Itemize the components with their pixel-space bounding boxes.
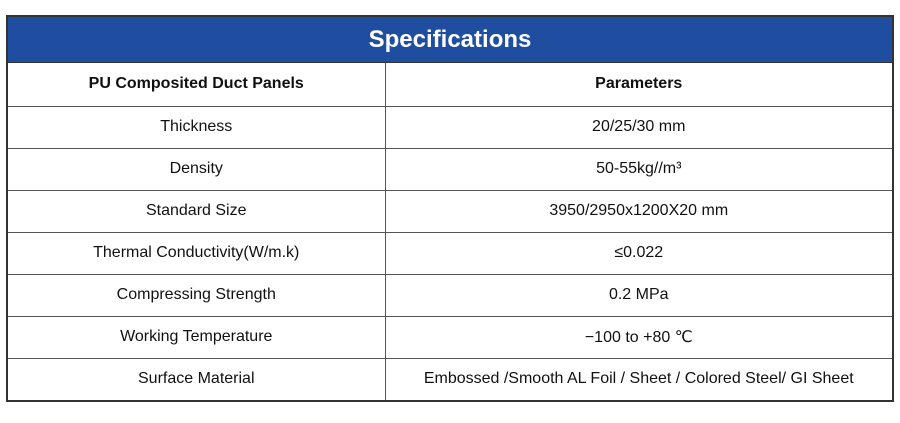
row-value-working-temperature: −100 to +80 ℃ xyxy=(385,316,892,358)
column-header-product: PU Composited Duct Panels xyxy=(88,75,304,93)
specifications-table xyxy=(8,63,892,400)
row-value-thickness: 20/25/30 mm xyxy=(385,106,892,148)
row-value-standard-size: 3950/2950x1200X20 mm xyxy=(385,190,892,232)
row-value-compressing-strength: 0.2 MPa xyxy=(385,274,892,316)
specifications-title: Specifications xyxy=(8,17,892,63)
row-label-standard-size: Standard Size xyxy=(8,190,385,232)
row-value-surface-material: Embossed /Smooth AL Foil / Sheet / Colored Steel/ GI Sheet xyxy=(385,358,892,400)
row-label-thermal-conductivity: Thermal Conductivity(W/m.k) xyxy=(8,232,385,274)
row-value-density: 50-55kg//m³ xyxy=(385,148,892,190)
row-label-surface-material: Surface Material xyxy=(8,358,385,400)
column-header-parameters: Parameters xyxy=(385,63,892,106)
row-label-compressing-strength: Compressing Strength xyxy=(8,274,385,316)
table-header-row xyxy=(8,63,892,106)
table-row xyxy=(8,190,892,232)
table-row xyxy=(8,358,892,400)
specifications-panel xyxy=(6,15,894,402)
row-value-thermal-conductivity: ≤0.022 xyxy=(385,232,892,274)
table-row xyxy=(8,232,892,274)
row-label-density: Density xyxy=(8,148,385,190)
table-row xyxy=(8,148,892,190)
table-row xyxy=(8,316,892,358)
table-row xyxy=(8,106,892,148)
row-label-working-temperature: Working Temperature xyxy=(8,316,385,358)
table-row xyxy=(8,274,892,316)
row-label-thickness: Thickness xyxy=(8,106,385,148)
